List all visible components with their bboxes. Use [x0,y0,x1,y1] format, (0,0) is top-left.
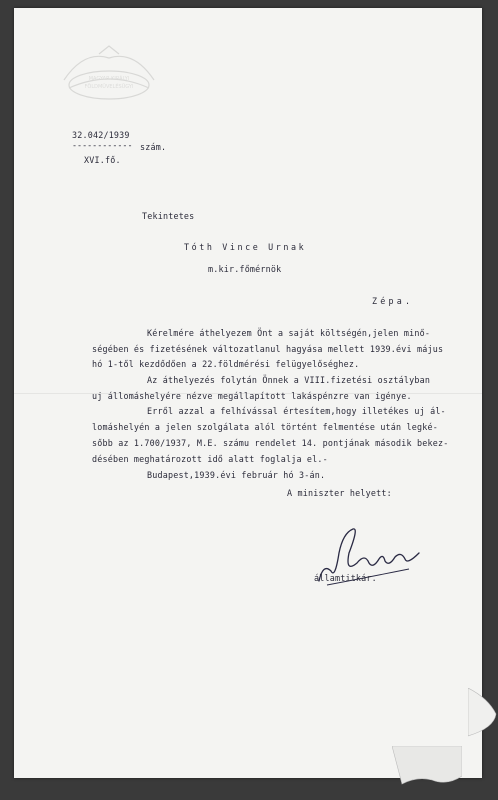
body-line-8: sőbb az 1.700/1937, M.E. számu rendelet 14. pontjának második bekez- [92,438,449,448]
body-line-5: uj állomáshelyére nézve megállapított lakáspénzre van igénye. [92,391,412,401]
body-line-7: lomáshelyén a jelen szolgálata alól történt felmentése után legké- [92,422,438,432]
body-line-3: hó 1-től kezdődően a 22.földmérési felügyelőséghez. [92,359,360,369]
recipient-city: Zépa. [372,296,414,306]
recipient-title: m.kir.főmérnök [208,264,282,274]
date-line: Budapest,1939.évi február hó 3-án. [147,470,326,480]
body-line-2: ségében és fizetésének változatlanul hagyása mellett 1939.évi május [92,344,444,354]
reference-dash: ------------ [72,140,133,150]
body-line-9: désében meghatározott idő alatt foglalja el.- [92,454,328,464]
body-line-6: Erről azzal a felhívással értesítem,hogy illetékes uj ál- [147,406,446,416]
document-page [14,8,482,778]
reference-suffix: szám. [140,142,167,152]
embossed-seal [54,40,164,110]
recipient-name: Tóth Vince Urnak [184,242,307,252]
paper-tab [468,688,498,738]
salutation: Tekintetes [142,211,195,221]
body-line-4: Az áthelyezés folytán Önnek a VIII.fizetési osztályban [147,375,431,385]
body-line-1: Kérelmére áthelyezem Önt a saját költségén,jelen minő- [147,328,431,338]
emblem-text-2: FÖLDMŰVELÉSÜGYI [84,84,134,90]
signature [309,513,429,603]
emblem-text-1: MAGYAR KIRÁLYI [88,76,130,82]
paper-curl [392,746,462,786]
signer-title: államtitkár. [314,573,377,583]
for-minister: A miniszter helyett: [287,488,392,498]
department: XVI.fő. [84,155,121,165]
reference-number: 32.042/1939 [72,130,130,140]
